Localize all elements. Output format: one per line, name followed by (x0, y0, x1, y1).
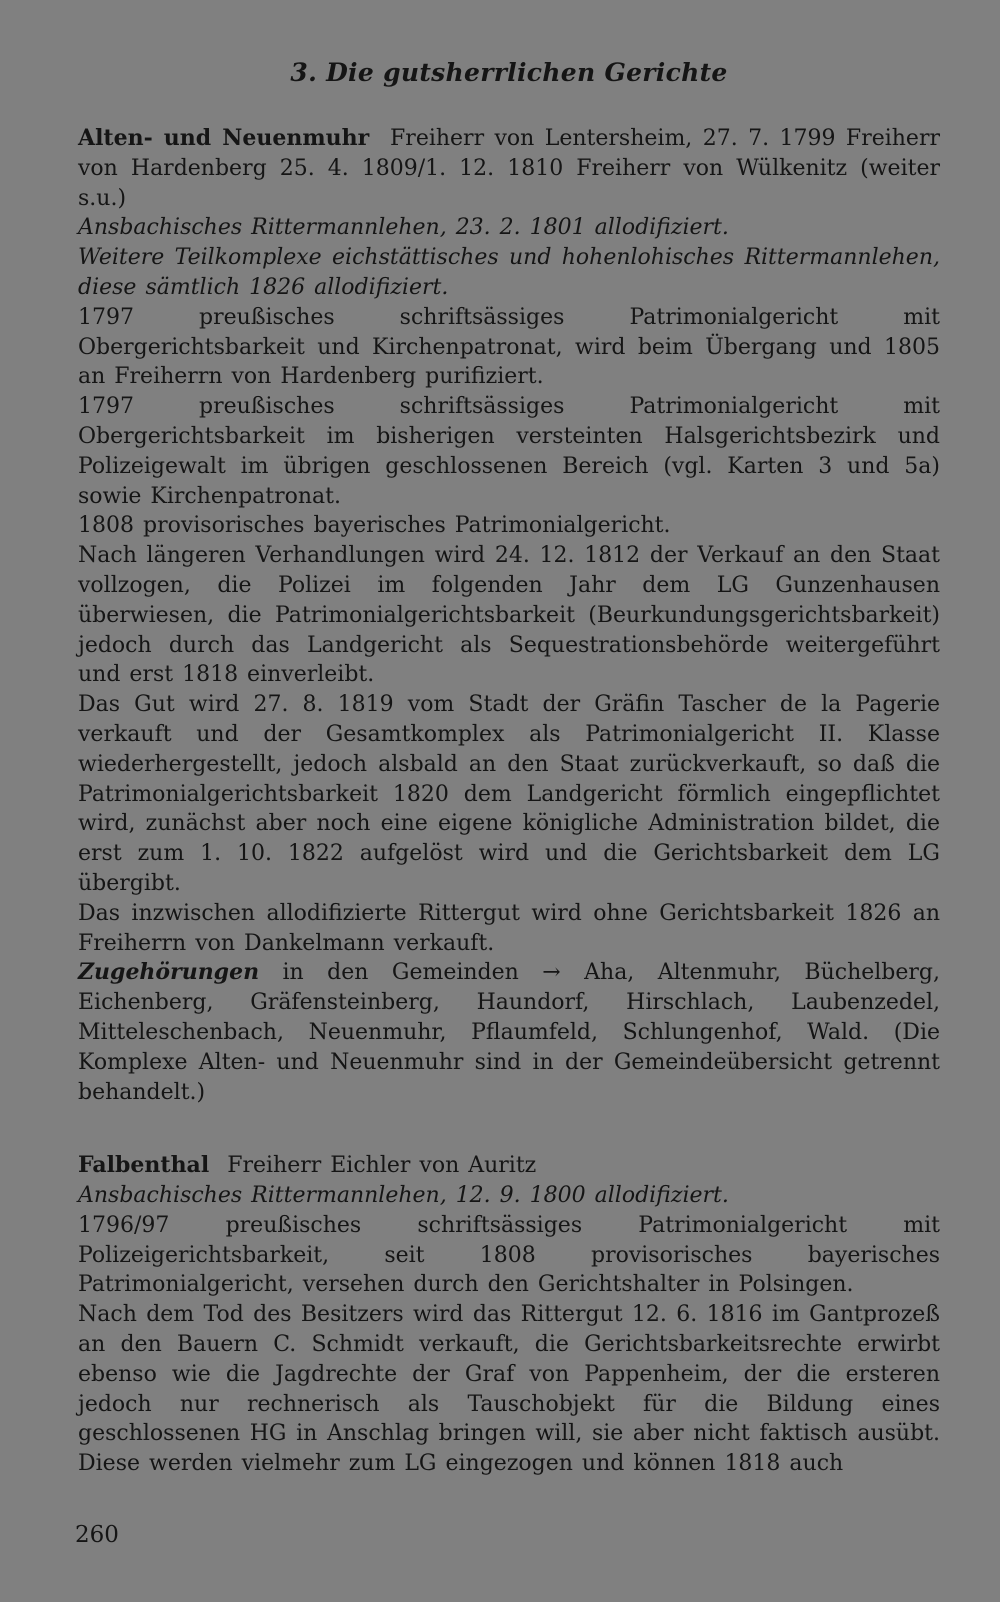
entry-paragraph: Das Gut wird 27. 8. 1819 vom Stadt der Gräfin Tascher de la Pagerie verkauft und der Gesamtkomplex als Patrimonialgericht II. Klasse wiederhergestellt, jedoch alsbald an den Staat zurückverkauft, so daß die Patrimonialgerichtsbarkeit 1820 dem Landgericht förmlich eingepflichtet wird, zunächst aber noch eine eigene königliche Administration bildet, die erst zum 1. 10. 1822 aufgelöst wird und die Gerichtsbarkeit dem LG übergibt. (78, 692, 940, 896)
entry-separator (78, 1107, 940, 1151)
entry-header (78, 1151, 940, 1181)
entry-paragraph: 1808 provisorisches bayerisches Patrimonialgericht. (78, 513, 671, 539)
document-page (78, 50, 940, 1479)
entry-paragraph: 1796/97 preußisches schriftsässiges Patrimonialgericht mit Polizeigerichtsbarkeit, seit 1808 provisorisches bayerisches Patrimonialgericht, versehen durch den Gerichtshalter in Polsingen. (78, 1212, 940, 1298)
entry-owners: Freiherr von Lentersheim, 27. 7. 1799 Freiherr von Hardenberg 25. 4. 1809/1. 12. 1810 Freiherr von Wülkenitz (weiter s.u.) (78, 126, 940, 211)
entry-paragraph: 1797 preußisches schriftsässiges Patrimonialgericht mit Obergerichtsbarkeit im bisherigen versteinten Halsgerichtsbezirk und Polizeigewalt im übrigen geschlossenen Bereich (vgl. Karten 3 und 5a) sowie Kirchenpatronat. (78, 394, 940, 509)
entry-paragraph: Nach dem Tod des Besitzers wird das Rittergut 12. 6. 1816 im Gantprozeß an den Bauern C. Schmidt verkauft, die Gerichtsbarkeitsrechte erwirbt ebenso wie die Jagdrechte der Graf von Pappenheim, der die ersteren jedoch nur rechnerisch als Tauschobjekt für die Bildung eines geschlossenen HG in Anschlag bringen will, sie aber nicht faktisch ausübt. Diese werden vielmehr zum LG eingezogen und können 1818 auch (78, 1302, 940, 1477)
fief-line: Weitere Teilkomplexe eichstättisches und hohenlohisches Rittermannlehen, diese sämtlich 1826 allodifiziert. (78, 245, 940, 300)
entry-name: Alten- und Neuenmuhr (78, 125, 370, 151)
fief-line: Ansbachisches Rittermannlehen, 23. 2. 1801 allodifiziert. (78, 215, 729, 241)
chapter-heading: 3. Die gutsherrlichen Gerichte (290, 58, 728, 87)
entry-header (78, 124, 940, 213)
entry-name: Falbenthal (78, 1152, 210, 1179)
page-number: 260 (75, 1522, 119, 1548)
appurtenances (78, 958, 940, 1107)
entry-paragraph: Nach längeren Verhandlungen wird 24. 12. 1812 der Verkauf an den Staat vollzogen, die Polizei im folgenden Jahr dem LG Gunzenhausen überwiesen, die Patrimonialgerichtsbarkeit (Beurkundungsgerichtsbarkeit) jedoch durch das Landgericht als Sequestrationsbehörde weitergeführt und erst 1818 einverleibt. (78, 543, 940, 688)
fief-line: Ansbachisches Rittermannlehen, 12. 9. 1800 allodifiziert. (78, 1183, 729, 1209)
entry-owners: Freiherr Eichler von Auritz (227, 1153, 537, 1179)
entry-falbenthal (78, 1151, 940, 1479)
appurtenances-label: Zugehörungen (78, 959, 260, 986)
entry-alten-neuenmuhr (78, 124, 940, 1107)
entry-paragraph: Das inzwischen allodifizierte Rittergut wird ohne Gerichtsbarkeit 1826 an Freiherrn von Dankelmann verkauft. (78, 900, 940, 956)
entry-paragraph: 1797 preußisches schriftsässiges Patrimonialgericht mit Obergerichtsbarkeit und Kirchenpatronat, wird beim Übergang und 1805 an Freiherrn von Hardenberg purifiziert. (78, 304, 940, 390)
appurtenances-text: in den Gemeinden → Aha, Altenmuhr, Büchelberg, Eichenberg, Gräfensteinberg, Haundorf, Hirschlach, Laubenzedel, Mitteleschenbach, Neuenmuhr, Pflaumfeld, Schlungenhof, Wald. (Die Komplexe Alten- und Neuenmuhr sind in der Gemeindeübersicht getrennt behandelt.) (78, 960, 941, 1105)
